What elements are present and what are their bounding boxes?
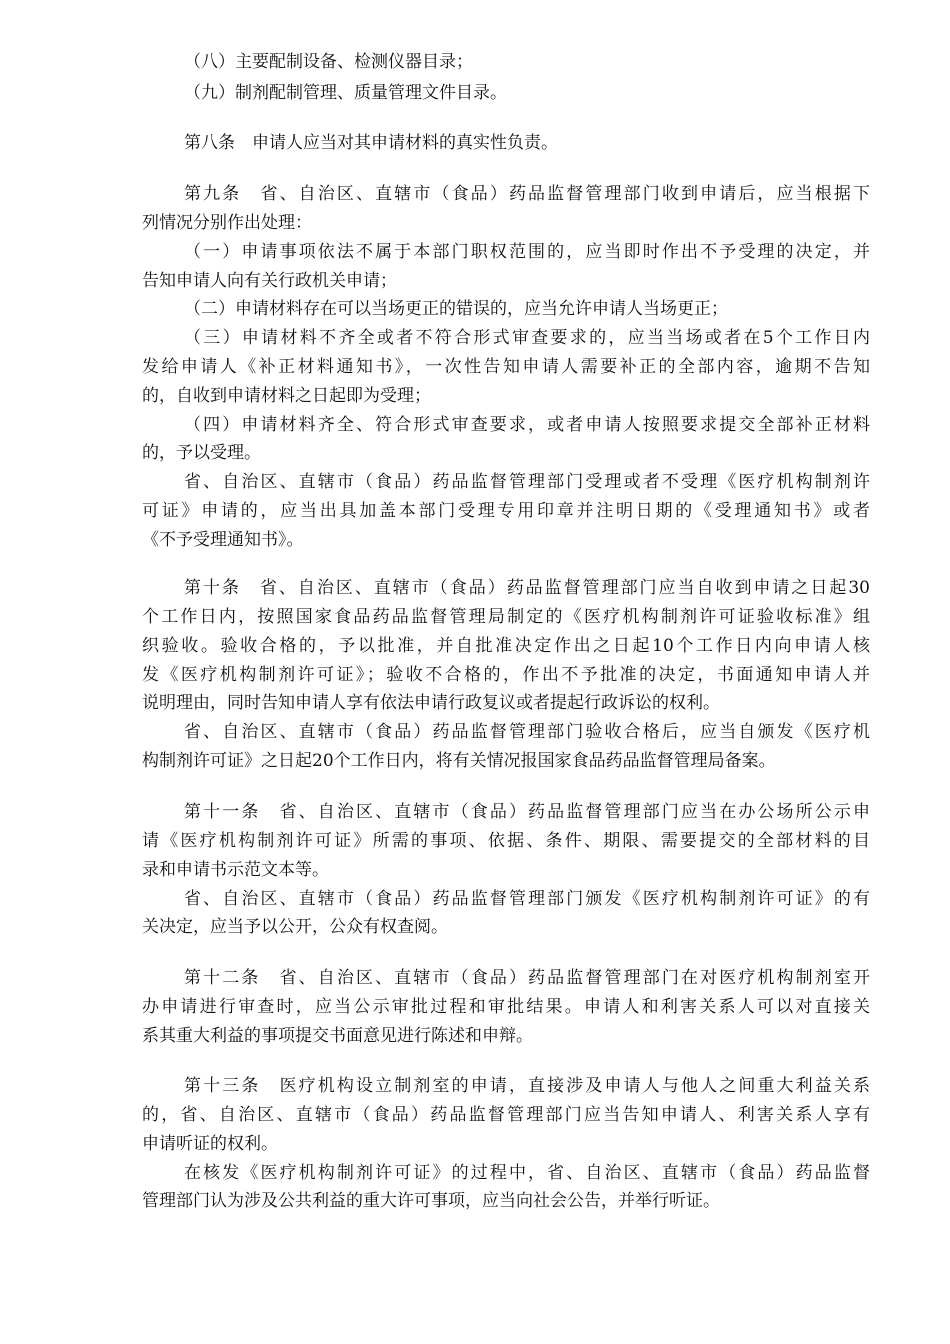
text-line: 织验收。验收合格的，予以批准，并自批准决定作出之日起10个工作日内向申请人核 (142, 636, 870, 656)
text-line: 申请听证的权利。 (142, 1134, 278, 1154)
text-line: 的，自收到申请材料之日起即为受理； (142, 386, 431, 406)
text-line: 《不予受理通知书》。 (142, 530, 304, 550)
text-line: 省、自治区、直辖市（食品）药品监督管理部门颁发《医疗机构制剂许可证》的有 (184, 889, 870, 909)
text-line: （一）申请事项依法不属于本部门职权范围的，应当即时作出不予受理的决定，并 (184, 242, 870, 262)
text-line: 说明理由，同时告知申请人享有依法申请行政复议或者提起行政诉讼的权利。 (142, 693, 720, 713)
text-line: 构制剂许可证》之日起20个工作日内，将有关情况报国家食品药品监督管理局备案。 (142, 751, 776, 771)
article-12: 第十二条 省、自治区、直辖市（食品）药品监督管理部门在对医疗机构制剂室开 (184, 968, 870, 988)
text-line: （三）申请材料不齐全或者不符合形式审查要求的，应当当场或者在5个工作日内 (184, 328, 870, 348)
text-line: 的，省、自治区、直辖市（食品）药品监督管理部门应当告知申请人、利害关系人享有 (142, 1105, 870, 1125)
article-9: 第九条 省、自治区、直辖市（食品）药品监督管理部门收到申请后，应当根据下 (184, 184, 870, 204)
text-line: 发《医疗机构制剂许可证》；验收不合格的，作出不予批准的决定，书面通知申请人并 (142, 665, 870, 685)
text-line: （四）申请材料齐全、符合形式审查要求，或者申请人按照要求提交全部补正材料 (184, 415, 870, 435)
text-line: 关决定，应当予以公开，公众有权查阅。 (142, 917, 448, 937)
text-line: （九）制剂配制管理、质量管理文件目录。 (184, 83, 507, 103)
article-13: 第十三条 医疗机构设立制剂室的申请，直接涉及申请人与他人之间重大利益关系 (184, 1076, 870, 1096)
text-line: 告知申请人向有关行政机关申请； (142, 271, 397, 291)
article-8: 第八条 申请人应当对其申请材料的真实性负责。 (184, 133, 558, 153)
text-line: （八）主要配制设备、检测仪器目录； (184, 52, 473, 72)
article-10: 第十条 省、自治区、直辖市（食品）药品监督管理部门应当自收到申请之日起30 (184, 578, 870, 598)
text-line: 省、自治区、直辖市（食品）药品监督管理部门受理或者不受理《医疗机构制剂许 (184, 472, 870, 492)
text-line: 录和申请书示范文本等。 (142, 860, 329, 880)
text-line: 省、自治区、直辖市（食品）药品监督管理部门验收合格后，应当自颁发《医疗机 (184, 722, 870, 742)
text-line: 的，予以受理。 (142, 443, 261, 463)
text-line: 在核发《医疗机构制剂许可证》的过程中，省、自治区、直辖市（食品）药品监督 (184, 1163, 870, 1183)
text-line: 列情况分别作出处理： (142, 213, 312, 233)
text-line: （二）申请材料存在可以当场更正的错误的，应当允许申请人当场更正； (184, 299, 728, 319)
text-line: 请《医疗机构制剂许可证》所需的事项、依据、条件、期限、需要提交的全部材料的目 (142, 831, 870, 851)
text-line: 管理部门认为涉及公共利益的重大许可事项，应当向社会公告，并举行听证。 (142, 1191, 720, 1211)
text-line: 发给申请人《补正材料通知书》，一次性告知申请人需要补正的全部内容，逾期不告知 (142, 357, 870, 377)
text-line: 办申请进行审查时，应当公示审批过程和审批结果。申请人和利害关系人可以对直接关 (142, 997, 870, 1017)
text-line: 系其重大利益的事项提交书面意见进行陈述和申辩。 (142, 1026, 533, 1046)
text-line: 可证》申请的，应当出具加盖本部门受理专用印章并注明日期的《受理通知书》或者 (142, 501, 870, 521)
text-line: 个工作日内，按照国家食品药品监督管理局制定的《医疗机构制剂许可证验收标准》组 (142, 607, 870, 627)
article-11: 第十一条 省、自治区、直辖市（食品）药品监督管理部门应当在办公场所公示申 (184, 802, 870, 822)
